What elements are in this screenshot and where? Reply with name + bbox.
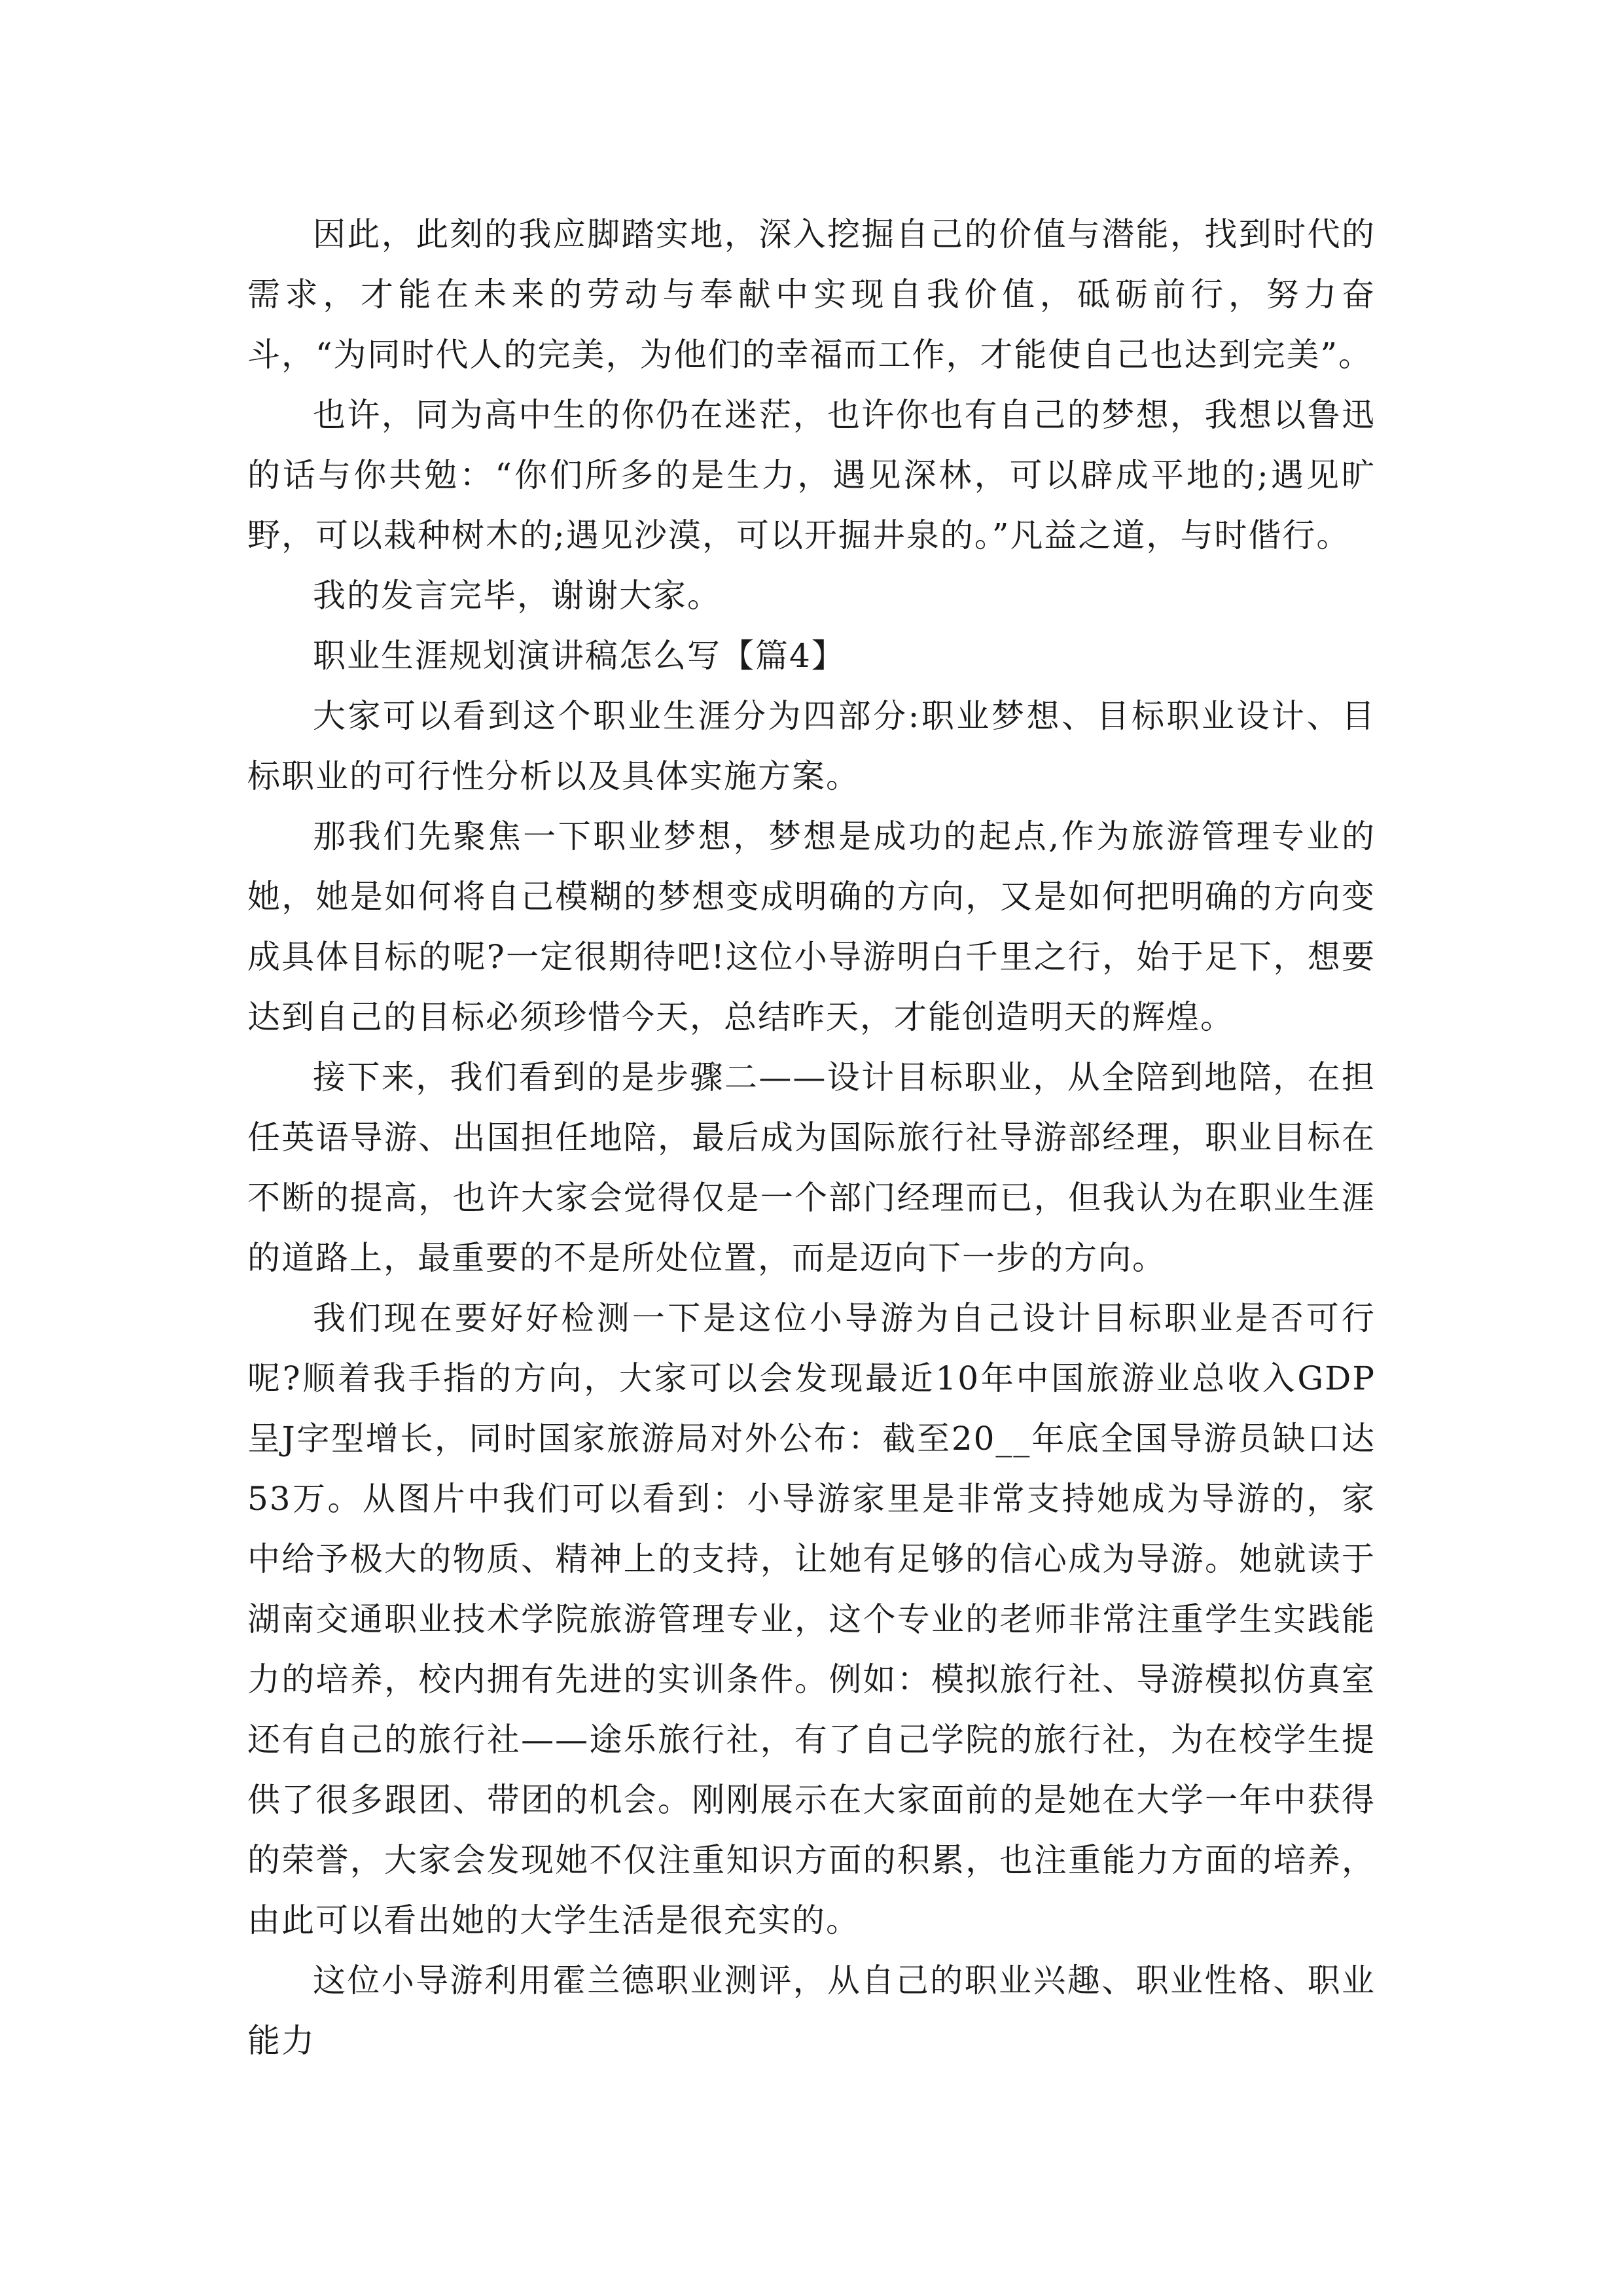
paragraph-text: 大家可以看到这个职业生涯分为四部分:职业梦想、目标职业设计、目标职业的可行性分析以及具体实施方案。 [247,697,1376,795]
paragraph-career-dream [247,806,1376,1047]
paragraph-target-career [247,1047,1376,1288]
section-heading [247,626,1376,686]
paragraph-text: 因此，此刻的我应脚踏实地，深入挖掘自己的价值与潜能，找到时代的需求，才能在未来的劳动与奉献中实现自我价值，砥砺前行，努力奋斗，“为同时代人的完美，为他们的幸福而工作，才能使自己也达到完美”。 [247,215,1376,374]
paragraph-text: 这位小导游利用霍兰德职业测评，从自己的职业兴趣、职业性格、职业能力 [247,1962,1376,2060]
paragraph-overview [247,686,1376,806]
paragraph-holland-test [247,1950,1376,2071]
section-heading-text: 职业生涯规划演讲稿怎么写【篇4】 [313,637,846,675]
paragraph-text: 我的发言完毕，谢谢大家。 [313,577,721,615]
paragraph-conclusion [247,204,1376,385]
paragraph-closing [247,565,1376,626]
paragraph-luxun-quote [247,385,1376,565]
paragraph-feasibility [247,1288,1376,1950]
paragraph-text: 也许，同为高中生的你仍在迷茫，也许你也有自己的梦想，我想以鲁迅的话与你共勉：“你们所多的是生力，遇见深林，可以辟成平地的;遇见旷野，可以栽种树木的;遇见沙漠，可以开掘井泉的。”凡益之道，与时偕行。 [247,396,1376,554]
document-body [247,204,1376,2071]
paragraph-text: 接下来，我们看到的是步骤二——设计目标职业，从全陪到地陪，在担任英语导游、出国担任地陪，最后成为国际旅行社导游部经理，职业目标在不断的提高，也许大家会觉得仅是一个部门经理而已，但我认为在职业生涯的道路上，最重要的不是所处位置，而是迈向下一步的方向。 [247,1058,1376,1277]
paragraph-text: 我们现在要好好检测一下是这位小导游为自己设计目标职业是否可行呢?顺着我手指的方向，大家可以会发现最近10年中国旅游业总收入GDP呈J字型增长，同时国家旅游局对外公布：截至20__年底全国导游员缺口达53万。从图片中我们可以看到：小导游家里是非常支持她成为导游的，家中给予极大的物质、精神上的支持，让她有足够的信心成为导游。她就读于湖南交通职业技术学院旅游管理专业，这个专业的老师非常注重学生实践能力的培养，校内拥有先进的实训条件。例如：模拟旅行社、导游模拟仿真室还有自己的旅行社——途乐旅行社，有了自己学院的旅行社，为在校学生提供了很多跟团、带团的机会。刚刚展示在大家面前的是她在大学一年中获得的荣誉，大家会发现她不仅注重知识方面的积累，也注重能力方面的培养，由此可以看出她的大学生活是很充实的。 [247,1299,1376,1939]
paragraph-text: 那我们先聚焦一下职业梦想，梦想是成功的起点,作为旅游管理专业的她，她是如何将自己模糊的梦想变成明确的方向，又是如何把明确的方向变成具体目标的呢?一定很期待吧!这位小导游明白千里之行，始于足下，想要达到自己的目标必须珍惜今天，总结昨天，才能创造明天的辉煌。 [247,817,1376,1036]
